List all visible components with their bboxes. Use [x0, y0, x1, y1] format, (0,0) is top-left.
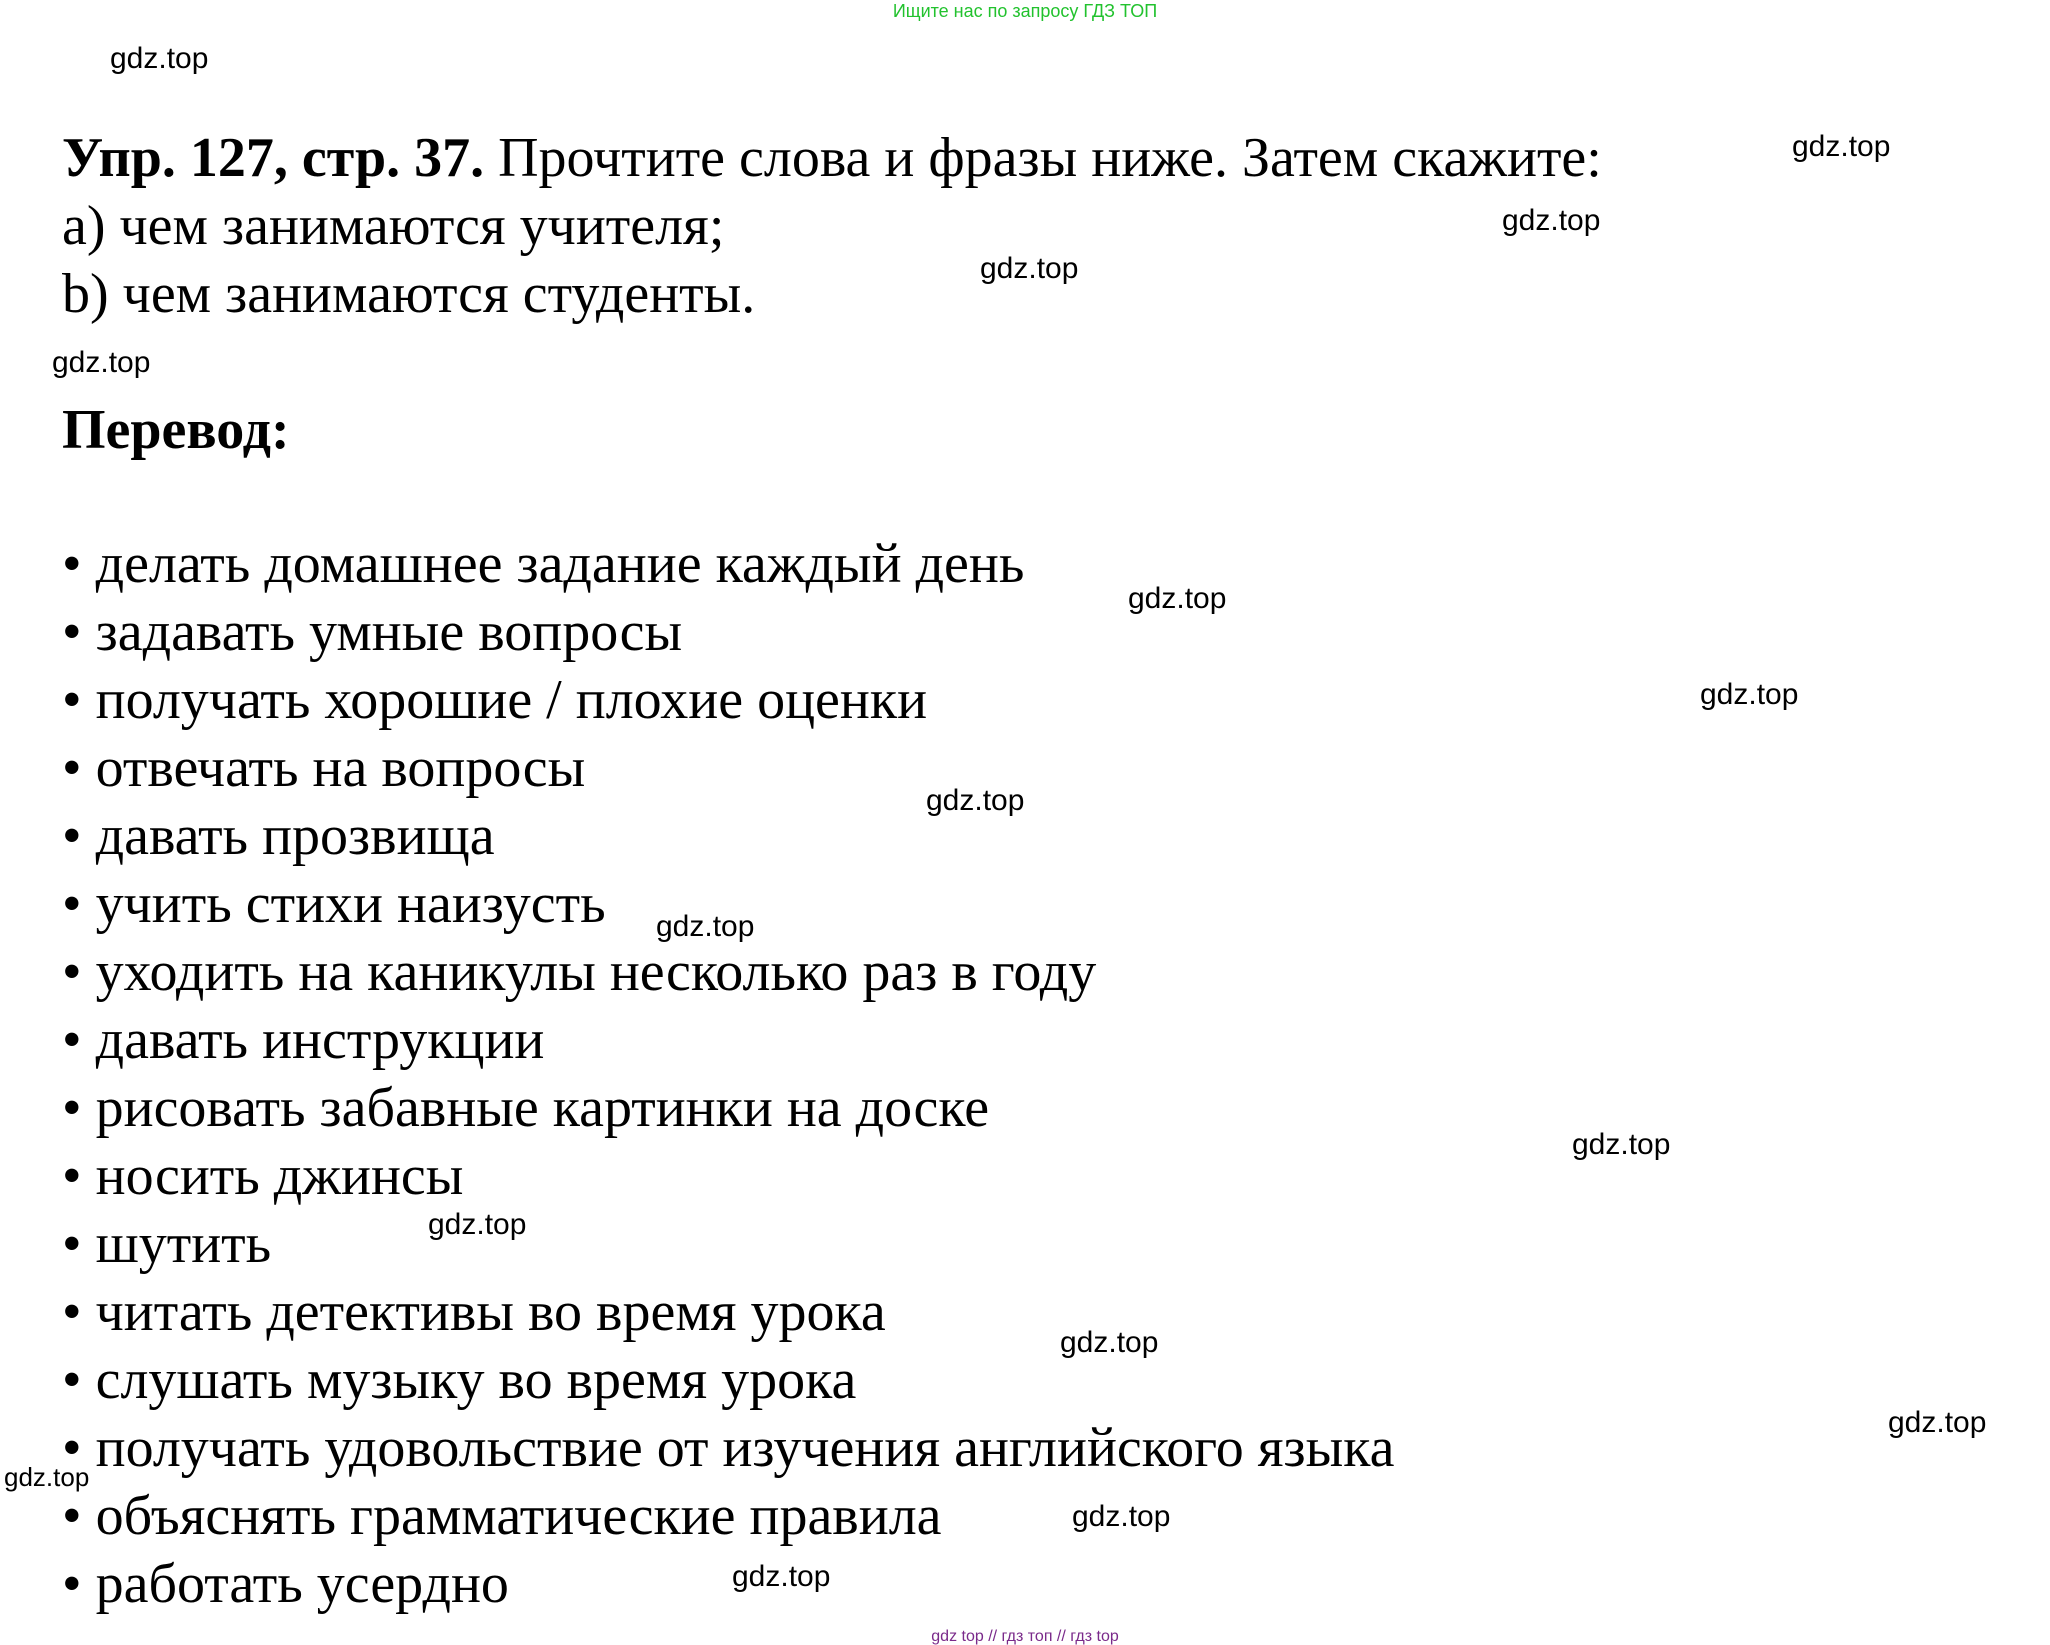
watermark: gdz.top	[110, 42, 209, 75]
list-item: • работать усердно	[62, 1553, 509, 1615]
translation-heading: Перевод:	[62, 399, 290, 461]
task-instruction: Прочтите слова и фразы ниже. Затем скажите:	[498, 127, 1602, 189]
list-item: • носить джинсы	[62, 1145, 464, 1207]
footer-links: gdz top // гдз топ // гдз top	[931, 1628, 1119, 1645]
watermark: gdz.top	[52, 346, 151, 379]
watermark: gdz.top	[980, 252, 1079, 285]
list-item: • шутить	[62, 1213, 272, 1275]
list-item: • уходить на каникулы несколько раз в году	[62, 941, 1097, 1003]
task-sub-a: a) чем занимаются учителя;	[62, 195, 725, 257]
phrase-list	[62, 530, 1394, 1618]
watermark: gdz.top	[1700, 678, 1799, 711]
watermark: gdz.top	[1572, 1128, 1671, 1161]
watermark: gdz.top	[926, 784, 1025, 817]
list-item: • получать хорошие / плохие оценки	[62, 669, 928, 731]
list-item: • рисовать забавные картинки на доске	[62, 1077, 990, 1139]
watermark: gdz.top	[1072, 1500, 1171, 1533]
top-banner: Ищите нас по запросу ГДЗ ТОП	[892, 1, 1158, 21]
task-number: Упр. 127, стр. 37.	[62, 127, 485, 189]
list-item: • давать инструкции	[62, 1009, 545, 1071]
list-item: • учить стихи наизусть	[62, 873, 606, 935]
watermark: gdz.top	[1888, 1406, 1987, 1439]
watermark: gdz.top	[1060, 1326, 1159, 1359]
watermark: gdz.top	[732, 1560, 831, 1593]
task-sub-b: b) чем занимаются студенты.	[62, 263, 756, 325]
list-item: • читать детективы во время урока	[62, 1281, 886, 1343]
watermark: gdz.top	[1128, 582, 1227, 615]
list-item: • давать прозвища	[62, 805, 495, 867]
list-item: • делать домашнее задание каждый день	[62, 533, 1025, 595]
list-item: • задавать умные вопросы	[62, 601, 683, 663]
list-item: • отвечать на вопросы	[62, 737, 586, 799]
list-item: • слушать музыку во время урока	[62, 1349, 857, 1411]
watermark: gdz.top	[1502, 204, 1601, 237]
list-item: • объяснять грамматические правила	[62, 1485, 942, 1547]
watermark: gdz.top	[1792, 130, 1891, 163]
watermark: gdz.top	[656, 910, 755, 943]
watermark: gdz.top	[428, 1208, 527, 1241]
list-item: • получать удовольствие от изучения английского языка	[62, 1417, 1395, 1479]
watermark: gdz.top	[4, 1462, 90, 1492]
task-header	[62, 124, 1602, 192]
